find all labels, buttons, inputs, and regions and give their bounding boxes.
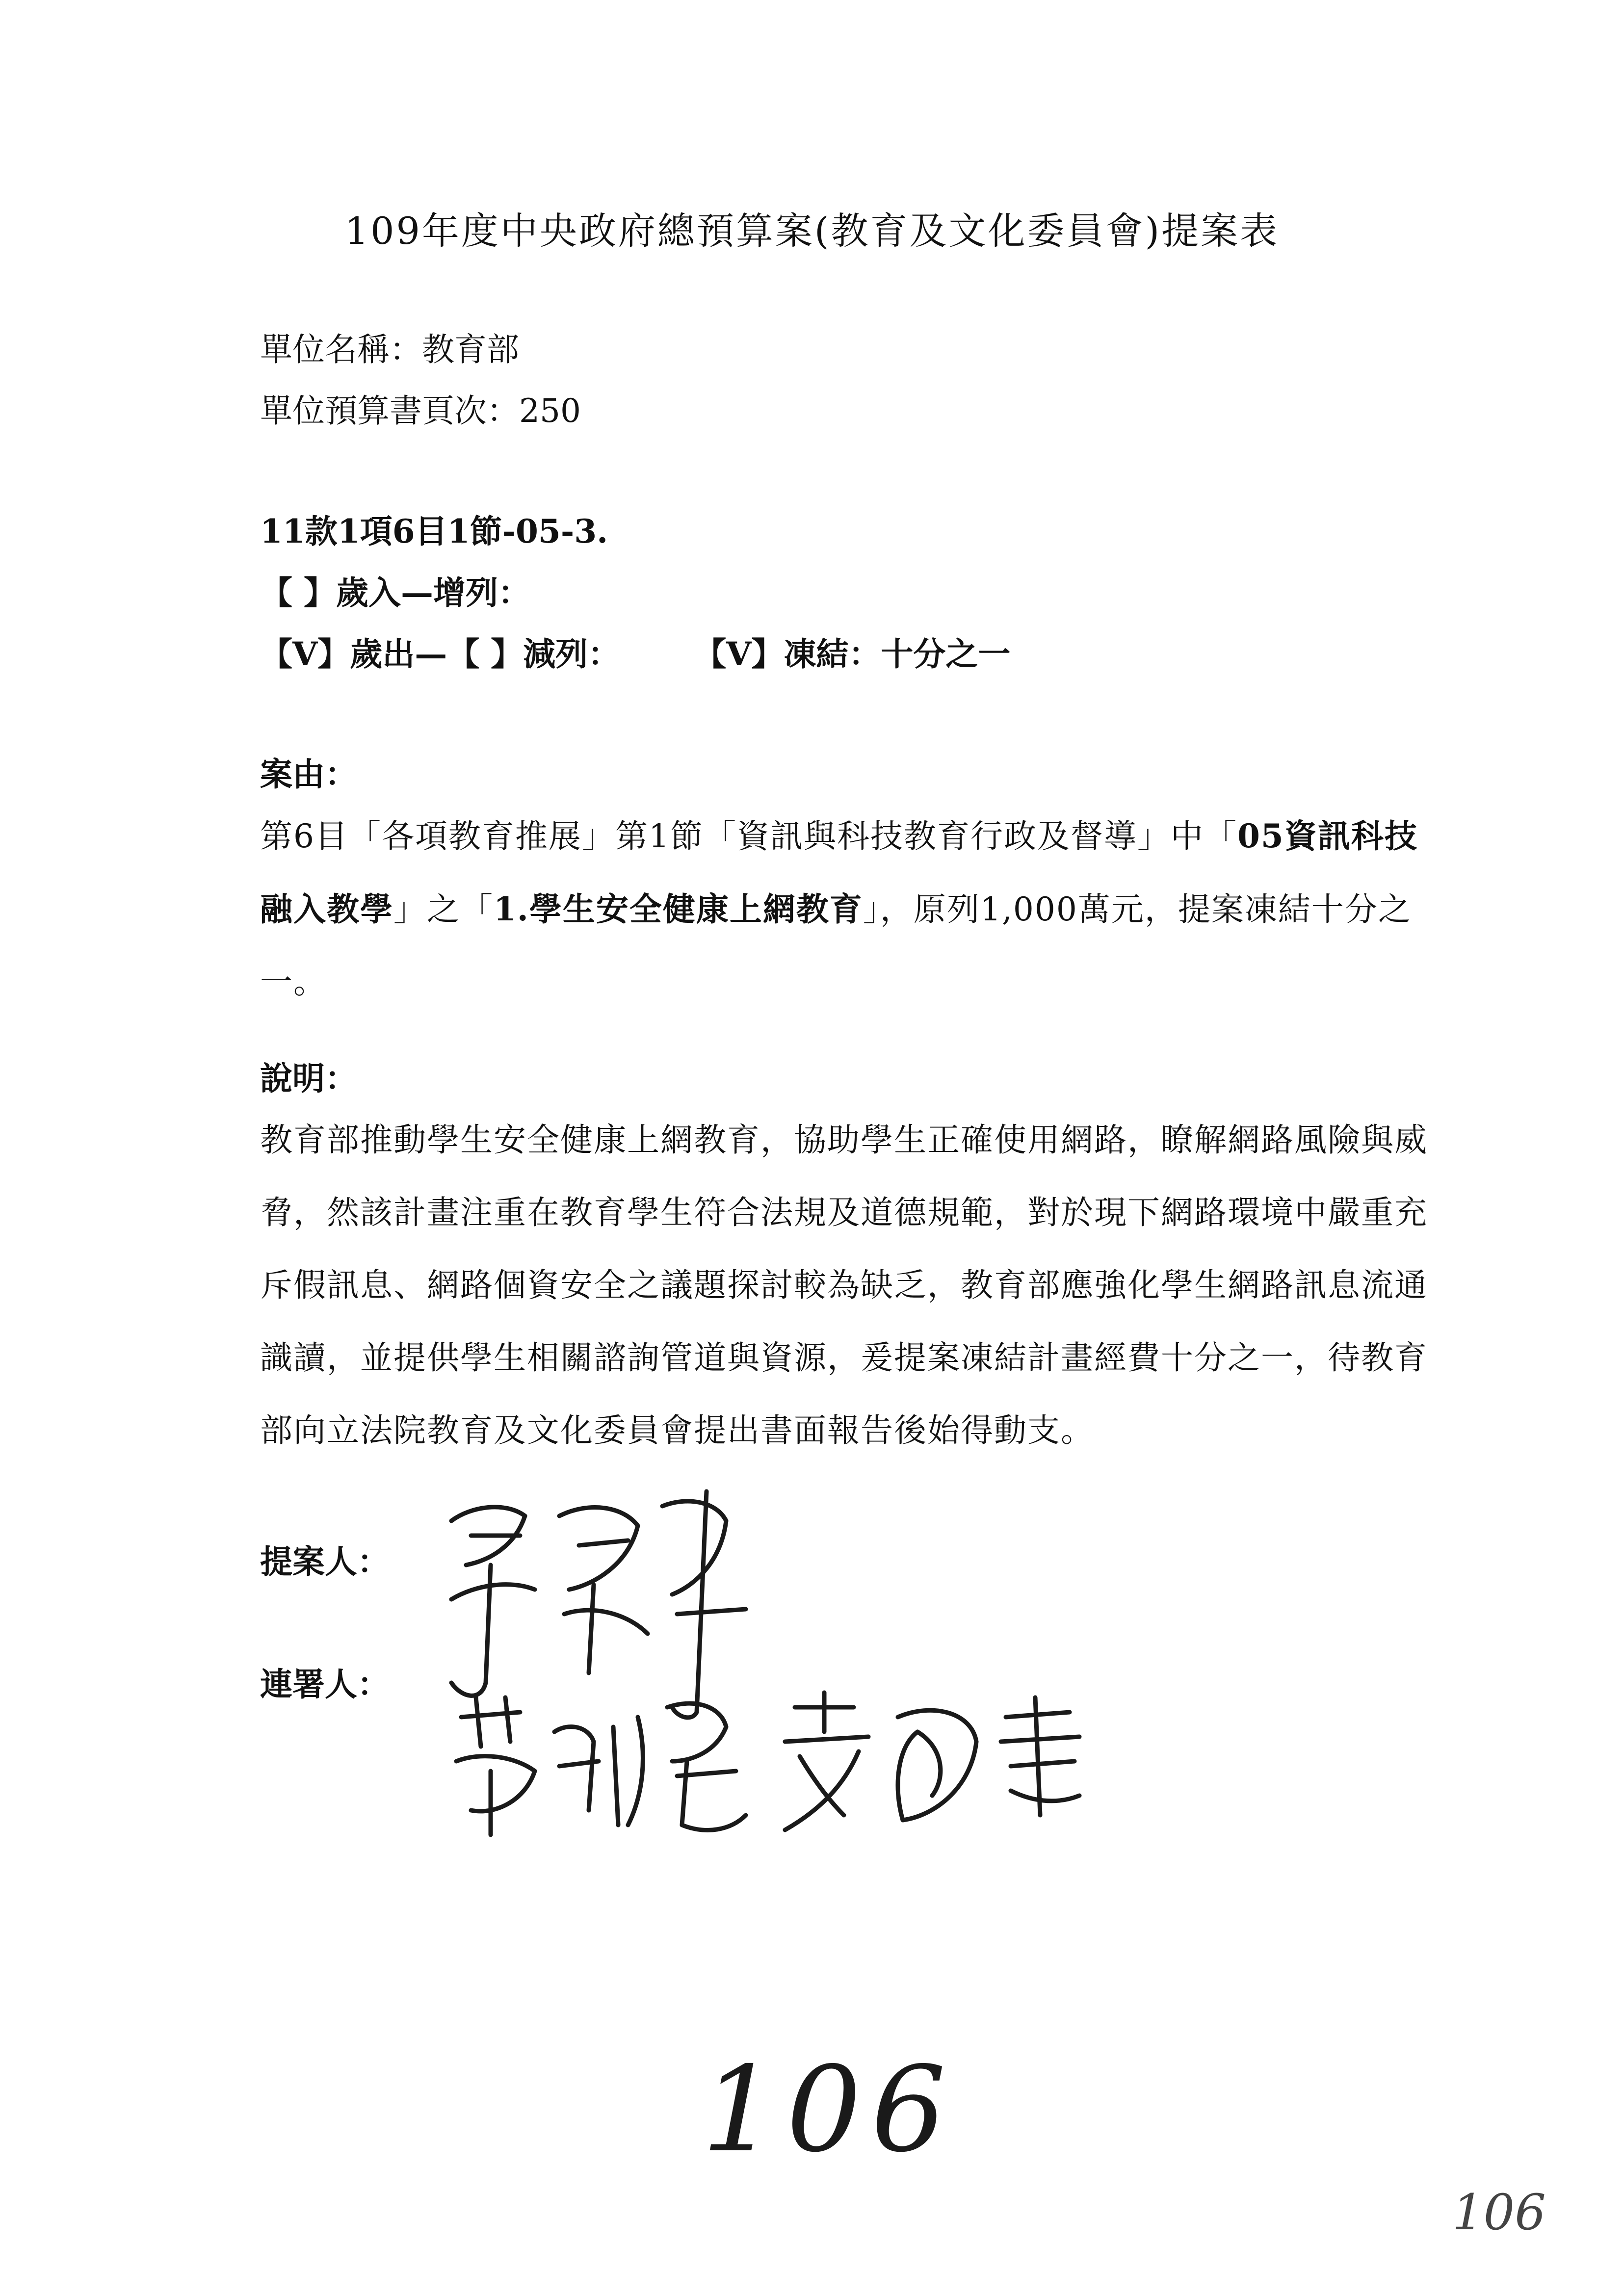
expenditure-freeze-line — [260, 635, 1011, 673]
reason-text-part1: 第6目「各項教育推展」第1節「資訊與科技教育行政及督導」中「 — [260, 817, 1237, 855]
explanation-heading: 說明： — [260, 1059, 357, 1097]
reason-bold-item2: 1.學生安全健康上網教育 — [494, 890, 863, 928]
cosigner-label: 連署人： — [260, 1665, 390, 1703]
reason-text-part3: 」，原列1,000萬元，提案凍結十分之一。 — [260, 890, 1412, 1001]
handwritten-page-number-large-text: 106 — [702, 2041, 956, 2178]
cosigner-signature — [442, 1688, 1128, 1845]
explanation-paragraph: 教育部推動學生安全健康上網教育，協助學生正確使用網路，瞭解網路風險與威脅，然該計畫注重在教育學生符合法規及道德規範，對於現下網路環境中嚴重充斥假訊息、網路個資安全之議題探討較為缺乏，教育部應強化學生網路訊息流通識讀，並提供學生相關諮詢管道與資源，爰提案凍結計畫經費十分之一，待教育部向立法院教育及文化委員會提出書面報告後始得動支。 — [260, 1121, 1428, 1449]
reason-paragraph — [260, 800, 1428, 1018]
item-code: 11款1項6目1節-05-3. — [260, 512, 608, 550]
proposer-signature — [432, 1487, 805, 1722]
reason-heading: 案由： — [260, 755, 357, 793]
handwritten-page-number-large — [702, 2041, 957, 2178]
page-title: 109年度中央政府總預算案(教育及文化委員會)提案表 — [344, 209, 1280, 253]
unit-name: 單位名稱：教育部 — [260, 331, 519, 368]
reason-bold-item1: 05資訊科技融入教學 — [260, 817, 1418, 928]
proposer-label: 提案人： — [260, 1542, 390, 1581]
handwritten-page-number-small-text: 106 — [1452, 2184, 1546, 2241]
handwritten-page-number-small — [1452, 2183, 1560, 2242]
reason-text-part2: 」之「 — [393, 890, 494, 928]
revenue-line: 【 】歲入—增列： — [260, 574, 530, 612]
expenditure-line: 【V】歲出—【 】減列： — [260, 635, 621, 673]
budget-page-number: 單位預算書頁次：250 — [260, 392, 581, 430]
freeze-line: 【V】凍結：十分之一 — [694, 635, 1011, 673]
